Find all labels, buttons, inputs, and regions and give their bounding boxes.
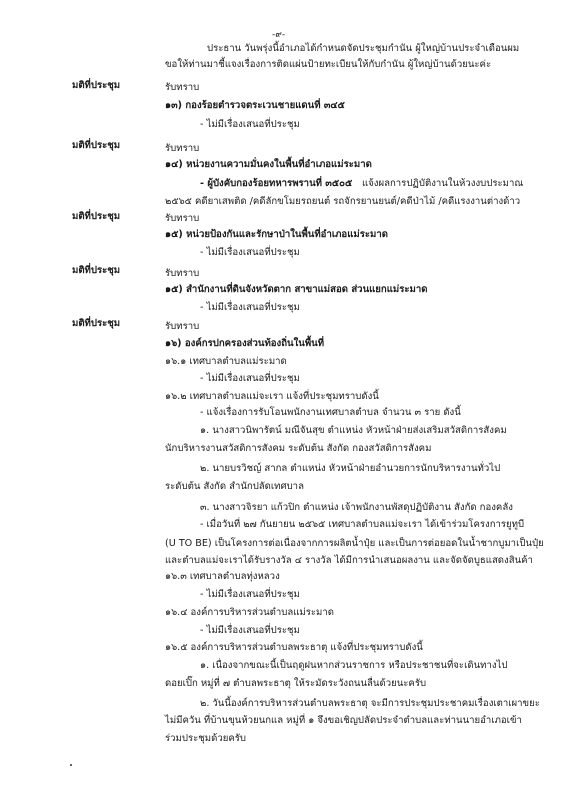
item-16-5-point-1: ๑. เนื่องจากขณะนี้เป็นฤดูฝนหากส่วนราชการ หรือประชาชนที่จะเดินทางไป xyxy=(200,660,508,671)
transfer-person-2: ๒. นายบรวิชญ์ สากล ตำแหน่ง หัวหน้าฝ่ายอำนวยการนักบริหารงานทั่วไป xyxy=(200,463,501,474)
item-16-2: ๑๖.๒ เทศบาลตำบลแม่จะเรา แจ้งที่ประชุมทราบดังนี้ xyxy=(165,391,379,402)
resolution-label: มติที่ประชุม xyxy=(72,80,121,91)
utobe-project-line-2: (U TO BE) เป็นโครงการต่อเนื่องจากการผลิตน้ำปุ๋ย และเป็นการต่อยอดในน้ำชากบูมาเป็นปุ๋ย xyxy=(165,538,544,549)
agenda-15-item: - ไม่มีเรื่องเสนอที่ประชุม xyxy=(200,247,300,258)
agenda-13-heading: ๑๓) กองร้อยตำรวจตระเวนชายแดนที่ ๓๔๕ xyxy=(165,100,345,111)
agenda-14-heading: ๑๔) หน่วยงานความมั่นคงในพื้นที่อำเภอแม่ระมาด xyxy=(165,159,372,170)
resolution-label: มติที่ประชุม xyxy=(72,318,121,329)
transfer-person-1-cont: นักบริหารงานสวัสดิการสังคม ระดับต้น สังกัด กองสวัสดิการสังคม xyxy=(165,443,432,454)
item-16-3-detail: - ไม่มีเรื่องเสนอที่ประชุม xyxy=(200,589,300,600)
item-16-1-detail: - ไม่มีเรื่องเสนอที่ประชุม xyxy=(200,373,300,384)
agenda-14-report-detail: ๒๕๖๕ คดียาเสพติด /คดีลักขโมยรถยนต์ รถจักรยานยนต์/คดีป่าไม้ /คดีแรงงานต่างด้าว xyxy=(165,196,521,207)
agenda-15b-heading: ๑๕) สำนักงานที่ดินจังหวัดตาก สาขาแม่สอด ส่วนแยกแม่ระมาด xyxy=(165,284,428,295)
transfer-person-1: ๑. นางสาวนิพารัตน์ มณีจันสุข ตำแหน่ง หัวหน้าฝ่ายส่งเสริมสวัสดิการสังคม xyxy=(200,425,507,436)
chair-statement-line-1: ประธาน วันพรุ่งนี้อำเภอได้กำหนดจัดประชุมกำนัน ผู้ใหญ่บ้านประจำเดือนผม xyxy=(207,43,520,54)
item-16-4: ๑๖.๔ องค์การบริหารส่วนตำบลแม่ระมาด xyxy=(165,607,335,618)
resolution-text: รับทราบ xyxy=(165,213,200,224)
agenda-15b-item: - ไม่มีเรื่องเสนอที่ประชุม xyxy=(200,302,300,313)
item-16-5-point-2: ๒. วันนี้องค์การบริหารส่วนตำบลพระธาตุ จะมีการประชุมประชาคมเรื่องเตาเผาขยะ xyxy=(200,698,540,709)
scan-mark xyxy=(70,764,72,766)
resolution-label: มติที่ประชุม xyxy=(72,211,121,222)
resolution-text: รับทราบ xyxy=(165,321,200,332)
item-16-5-point-2-end: ร่วมประชุมด้วยครับ xyxy=(165,733,246,744)
item-16-1: ๑๖.๑ เทศบาลตำบลแม่ระมาด xyxy=(165,356,287,367)
agenda-13-item: - ไม่มีเรื่องเสนอที่ประชุม xyxy=(200,119,300,130)
transfer-person-2-cont: ระดับต้น สังกัด สำนักปลัดเทศบาล xyxy=(165,481,304,492)
resolution-label: มติที่ประชุม xyxy=(72,265,121,276)
agenda-15-heading: ๑๕) หน่วยป้องกันและรักษาป่าในพื้นที่อำเภอแม่ระมาด xyxy=(165,229,388,240)
resolution-text: รับทราบ xyxy=(165,82,200,93)
agenda-14-subheading: - ผู้บังคับกองร้อยทหารพรานที่ ๓๕๐๕ xyxy=(200,178,353,189)
item-16-5-point-1-cont: ดอยเปิ๊ก หมู่ที่ ๗ ตำบลพระธาตุ ให้ระมัดระวังถนนลื่นด้วยนะครับ xyxy=(165,678,427,689)
page-number: -๙- xyxy=(272,30,286,40)
transfer-person-3: ๓. นางสาวจิรยา แก้วปิก ตำแหน่ง เจ้าพนักงานพัสดุปฏิบัติงาน สังกัด กองคลัง xyxy=(200,502,513,513)
item-16-5-point-2-cont: ไม่มีควัน ที่บ้านขุนห้วยนกแล หมู่ที่ ๑ จึงขอเชิญปลัดประจำตำบลและท่านนายอำเภอเข้า xyxy=(165,715,522,726)
resolution-label: มติที่ประชุม xyxy=(72,140,121,151)
utobe-project-line-3: และตำบลแม่จะเราได้รับรางวัล ๔ รางวัล ได้มีการนำเสนอผลงาน และจัดจัดบูธแสดงสินค้า xyxy=(165,555,533,566)
item-16-5: ๑๖.๕ องค์การบริหารส่วนตำบลพระธาตุ แจ้งที่ประชุมทราบดังนี้ xyxy=(165,642,423,653)
item-16-2-transfer: - แจ้งเรื่องการรับโอนพนักงานเทศบาลตำบล จำนวน ๓ ราย ดังนี้ xyxy=(200,407,461,418)
item-16-3: ๑๖.๓ เทศบาลตำบลทุ่งหลวง xyxy=(165,571,280,582)
resolution-text: รับทราบ xyxy=(165,268,200,279)
utobe-project-line-1: - เมื่อวันที่ ๒๗ กันยายน ๒๕๖๕ เทศบาลตำบลแม่จะเรา ได้เข้าร่วมโครงการยูทูบี xyxy=(200,519,525,530)
item-16-4-detail: - ไม่มีเรื่องเสนอที่ประชุม xyxy=(200,625,300,636)
chair-statement-line-2: ขอให้ท่านมาชี้แจงเรื่องการติดแผ่นป้ายทะเบียนให้กับกำนัน ผู้ใหญ่บ้านด้วยนะค่ะ xyxy=(165,59,492,70)
agenda-16-heading: ๑๖) องค์กรปกครองส่วนท้องถิ่นในพื้นที่ xyxy=(165,338,325,349)
agenda-14-report: แจ้งผลการปฏิบัติงานในห้วงงบประมาณ xyxy=(362,178,524,189)
resolution-text: รับทราบ xyxy=(165,143,200,154)
